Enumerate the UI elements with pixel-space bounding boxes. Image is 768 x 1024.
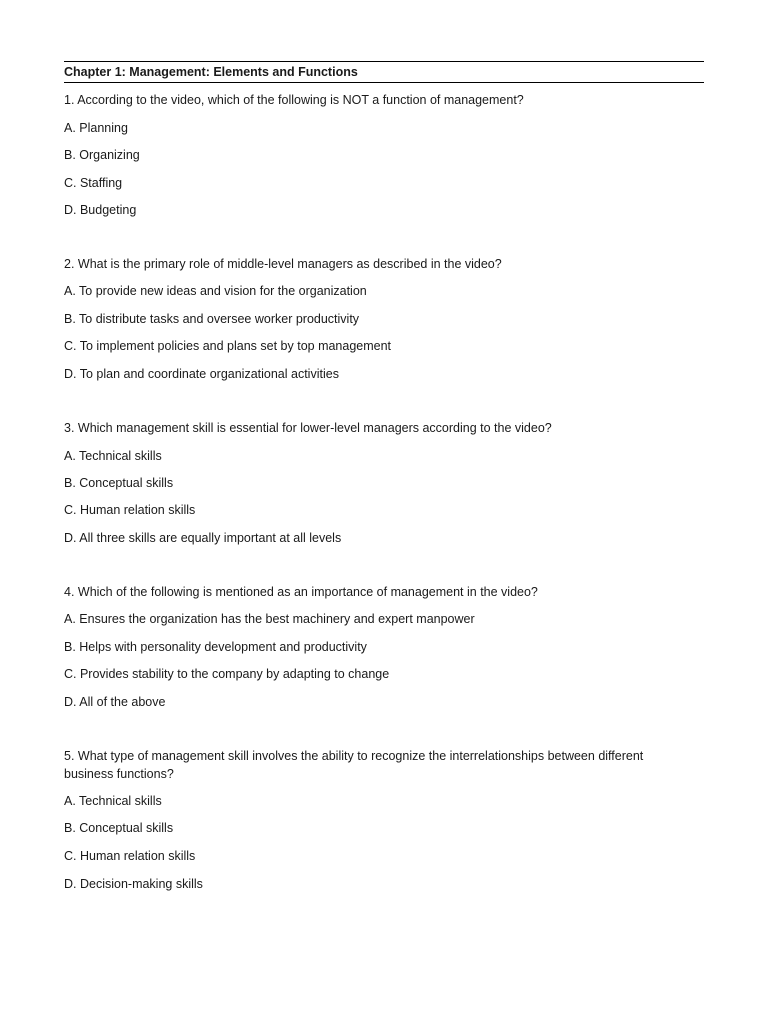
answer-option: D. To plan and coordinate organizational activities xyxy=(64,367,339,381)
question-text: 5. What type of management skill involves the ability to recognize the interrelationships between different business functions? xyxy=(64,749,644,781)
document-page xyxy=(64,61,704,891)
answer-option: B. To distribute tasks and oversee worker productivity xyxy=(64,312,360,326)
answer-option: A. Ensures the organization has the best machinery and expert manpower xyxy=(64,612,475,626)
answer-option: A. Planning xyxy=(64,121,128,135)
chapter-title: Chapter 1: Management: Elements and Functions xyxy=(64,61,704,83)
question-text: 4. Which of the following is mentioned as an importance of management in the video? xyxy=(64,585,538,599)
question-text: 1. According to the video, which of the following is NOT a function of management? xyxy=(64,93,524,107)
answer-option: D. Budgeting xyxy=(64,203,137,217)
answer-option: D. Decision-making skills xyxy=(64,877,203,891)
answer-option: C. Human relation skills xyxy=(64,849,196,863)
answer-option: A. To provide new ideas and vision for the organization xyxy=(64,284,367,298)
question-text: 3. Which management skill is essential for lower-level managers according to the video? xyxy=(64,421,552,435)
answer-option: B. Conceptual skills xyxy=(64,821,174,835)
answer-option: A. Technical skills xyxy=(64,449,162,463)
answer-option: A. Technical skills xyxy=(64,794,162,808)
answer-option: B. Organizing xyxy=(64,148,140,162)
answer-option: D. All of the above xyxy=(64,695,166,709)
question-text: 2. What is the primary role of middle-level managers as described in the video? xyxy=(64,257,502,271)
answer-option: B. Helps with personality development and productivity xyxy=(64,640,367,654)
answer-option: C. Human relation skills xyxy=(64,503,196,517)
answer-option: B. Conceptual skills xyxy=(64,476,174,490)
answer-option: D. All three skills are equally important at all levels xyxy=(64,531,342,545)
answer-option: C. Provides stability to the company by adapting to change xyxy=(64,667,390,681)
answer-option: C. Staffing xyxy=(64,176,123,190)
answer-option: C. To implement policies and plans set by top management xyxy=(64,339,392,353)
